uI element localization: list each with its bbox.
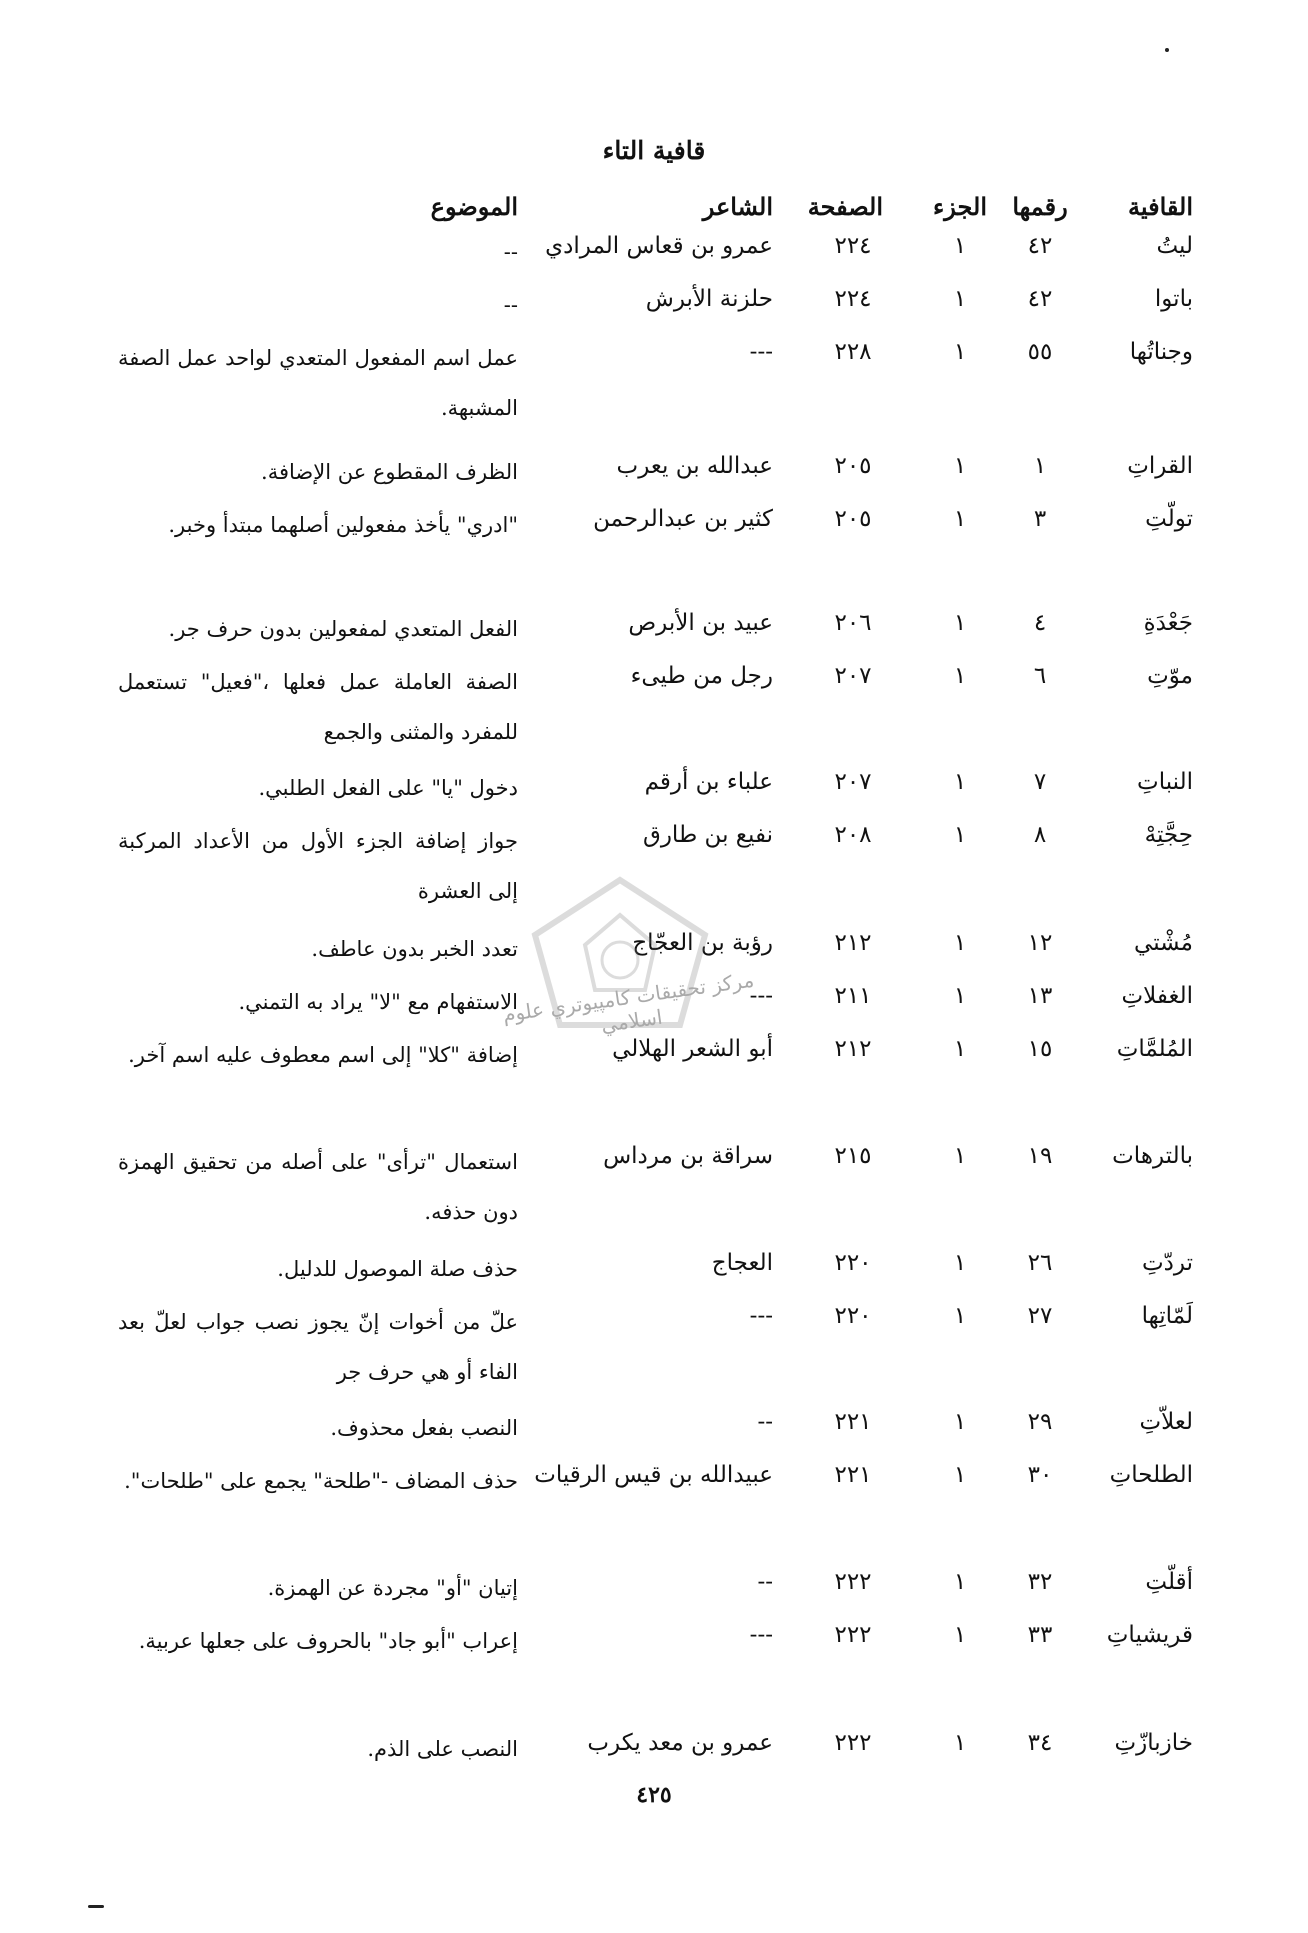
row-page: ٢١٢: [834, 930, 872, 956]
row-page: ٢٢٢: [834, 1622, 872, 1648]
row-topic: تعدد الخبر بدون عاطف.: [311, 937, 518, 961]
row-page: ٢٢١: [834, 1409, 872, 1435]
row-topic: إضافة "كلا" إلى اسم معطوف عليه اسم آخر.: [128, 1043, 518, 1067]
row-number: ٥٥: [1027, 339, 1053, 365]
row-page: ٢٠٥: [834, 453, 872, 479]
row-topic: إتيان "أو" مجردة عن الهمزة.: [267, 1576, 518, 1600]
row-page: ٢٢٠: [834, 1303, 872, 1329]
row-number: ٣٣: [1027, 1622, 1053, 1648]
row-part: ١: [953, 1622, 967, 1648]
row-poet: عبيد بن الأبرص: [628, 610, 773, 636]
row-poet: عمرو بن معد يكرب: [587, 1730, 773, 1756]
row-topic: عمل اسم المفعول المتعدي لواحد عمل الصفة المشبهة.: [118, 346, 518, 420]
row-poet: سراقة بن مرداس: [603, 1143, 773, 1169]
row-number: ١: [1033, 453, 1047, 479]
row-part: ١: [953, 233, 967, 259]
row-qafiya: جَعْدَةِ: [1143, 610, 1193, 636]
row-poet: --: [757, 1409, 773, 1435]
row-number: ١٣: [1027, 983, 1053, 1009]
row-number: ١٥: [1027, 1036, 1053, 1062]
row-poet: علباء بن أرقم: [644, 769, 773, 795]
row-number: ٢٦: [1027, 1250, 1053, 1276]
row-part: ١: [953, 339, 967, 365]
row-part: ١: [953, 1462, 967, 1488]
row-part: ١: [953, 1303, 967, 1329]
row-qafiya: لَمّاتِها: [1141, 1303, 1193, 1329]
row-page: ٢٢٢: [834, 1569, 872, 1595]
row-qafiya: تردّتِ: [1142, 1250, 1193, 1276]
row-topic: "ادري" يأخذ مفعولين أصلهما مبتدأ وخبر.: [168, 513, 518, 537]
row-page: ٢١٢: [834, 1036, 872, 1062]
row-part: ١: [953, 663, 967, 689]
row-part: ١: [953, 1143, 967, 1169]
row-poet: ---: [749, 1622, 773, 1648]
row-number: ٤٢: [1027, 286, 1053, 312]
header-number: رقمها: [1012, 192, 1068, 221]
row-poet: أبو الشعر الهلالي: [612, 1036, 773, 1062]
row-part: ١: [953, 1569, 967, 1595]
row-part: ١: [953, 983, 967, 1009]
row-topic: الظرف المقطوع عن الإضافة.: [261, 460, 518, 484]
row-qafiya: خازبازّتِ: [1114, 1730, 1193, 1756]
row-qafiya: النباتِ: [1137, 769, 1193, 795]
row-topic: جواز إضافة الجزء الأول من الأعداد المركبة إلى العشرة: [118, 829, 518, 903]
row-poet: حلزنة الأبرش: [645, 286, 773, 312]
row-part: ١: [953, 1036, 967, 1062]
row-part: ١: [953, 610, 967, 636]
row-poet: ---: [749, 339, 773, 365]
row-part: ١: [953, 506, 967, 532]
row-qafiya: الطلحاتِ: [1109, 1462, 1193, 1488]
row-topic: حذف المضاف -"طلحة" يجمع على "طلحات".: [124, 1469, 518, 1493]
row-page: ٢٢١: [834, 1462, 872, 1488]
row-part: ١: [953, 1250, 967, 1276]
row-part: ١: [953, 1730, 967, 1756]
row-qafiya: باتوا: [1154, 286, 1193, 312]
row-part: ١: [953, 930, 967, 956]
row-topic: --: [503, 293, 518, 317]
row-number: ٣: [1033, 506, 1047, 532]
row-qafiya: موّتِ: [1147, 663, 1193, 689]
row-poet: رؤبة بن العجّاج: [632, 930, 773, 956]
row-poet: ---: [749, 1303, 773, 1329]
row-qafiya: المُلمَّاتِ: [1116, 1036, 1193, 1062]
section-title: قافية التاء: [602, 136, 706, 165]
row-page: ٢١١: [834, 983, 872, 1009]
row-qafiya: مُشْتي: [1134, 930, 1193, 956]
scan-mark: [88, 1905, 104, 1908]
row-qafiya: وجناتُها: [1129, 339, 1193, 365]
row-topic: النصب بفعل محذوف.: [330, 1416, 518, 1440]
row-topic: الاستفهام مع "لا" يراد به التمني.: [238, 990, 518, 1014]
row-qafiya: الغفلاتِ: [1121, 983, 1193, 1009]
row-part: ١: [953, 453, 967, 479]
row-page: ٢١٥: [834, 1143, 872, 1169]
row-topic: الفعل المتعدي لمفعولين بدون حرف جر.: [168, 617, 518, 641]
page-number: ٤٢٥: [636, 1782, 672, 1808]
row-number: ١٢: [1027, 930, 1053, 956]
row-poet: عبدالله بن يعرب: [616, 453, 773, 479]
row-poet: --: [757, 1569, 773, 1595]
row-qafiya: حِجَّتِهْ: [1144, 822, 1193, 848]
row-topic: دخول "يا" على الفعل الطلبي.: [258, 776, 518, 800]
row-poet: نفيع بن طارق: [642, 822, 773, 848]
row-poet: ---: [749, 983, 773, 1009]
row-number: ٣٠: [1027, 1462, 1053, 1488]
row-topic: إعراب "أبو جاد" بالحروف على جعلها عربية.: [138, 1629, 518, 1653]
header-part: الجزء: [933, 192, 987, 221]
row-number: ٦: [1033, 663, 1047, 689]
row-page: ٢٢٤: [834, 233, 872, 259]
row-part: ١: [953, 286, 967, 312]
header-topic: الموضوع: [430, 192, 518, 221]
row-topic: النصب على الذم.: [367, 1737, 518, 1761]
row-part: ١: [953, 1409, 967, 1435]
row-qafiya: لعلاّتِ: [1139, 1409, 1193, 1435]
row-page: ٢٢٨: [834, 339, 872, 365]
row-number: ٧: [1033, 769, 1047, 795]
row-qafiya: قريشياتِ: [1106, 1622, 1193, 1648]
row-qafiya: ليتُ: [1156, 233, 1193, 259]
header-page: الصفحة: [807, 192, 883, 221]
row-number: ١٩: [1027, 1143, 1053, 1169]
row-part: ١: [953, 769, 967, 795]
row-qafiya: أقلّتِ: [1145, 1569, 1193, 1595]
row-page: ٢٠٥: [834, 506, 872, 532]
watermark-text: مركز تحقيقات كامپيوتري علوم اسلامي: [501, 967, 756, 1038]
row-poet: كثير بن عبدالرحمن: [593, 506, 773, 532]
row-page: ٢٢٠: [834, 1250, 872, 1276]
row-topic: الصفة العاملة عمل فعلها ،"فعيل" تستعمل للمفرد والمثنى والجمع: [118, 670, 518, 744]
row-number: ٣٢: [1027, 1569, 1053, 1595]
row-topic: علّ من أخوات إنّ يجوز نصب جواب لعلّ بعد الفاء أو هي حرف جر: [118, 1310, 518, 1384]
row-topic: استعمال "ترأى" على أصله من تحقيق الهمزة دون حذفه.: [118, 1150, 518, 1224]
row-part: ١: [953, 822, 967, 848]
header-qafiya: القافية: [1127, 192, 1193, 221]
row-poet: العجاج: [711, 1250, 773, 1276]
row-page: ٢٢٢: [834, 1730, 872, 1756]
row-page: ٢٠٧: [834, 769, 872, 795]
row-number: ٣٤: [1027, 1730, 1053, 1756]
row-poet: عبيدالله بن قيس الرقيات: [534, 1462, 773, 1488]
row-poet: رجل من طيىء: [630, 663, 773, 689]
row-page: ٢٠٨: [834, 822, 872, 848]
header-poet: الشاعر: [702, 192, 773, 221]
row-page: ٢٠٦: [834, 610, 872, 636]
row-number: ٢٩: [1027, 1409, 1053, 1435]
row-topic: --: [503, 240, 518, 264]
row-qafiya: تولّتِ: [1145, 506, 1193, 532]
row-number: ٤٢: [1027, 233, 1053, 259]
row-poet: عمرو بن قعاس المرادي: [545, 233, 773, 259]
row-number: ٤: [1033, 610, 1047, 636]
row-number: ٢٧: [1027, 1303, 1053, 1329]
row-page: ٢٠٧: [834, 663, 872, 689]
row-qafiya: القراتِ: [1127, 453, 1193, 479]
row-topic: حذف صلة الموصول للدليل.: [277, 1257, 518, 1281]
row-page: ٢٢٤: [834, 286, 872, 312]
row-number: ٨: [1033, 822, 1047, 848]
row-qafiya: بالترهات: [1112, 1143, 1193, 1169]
scan-speck: [1165, 48, 1169, 52]
